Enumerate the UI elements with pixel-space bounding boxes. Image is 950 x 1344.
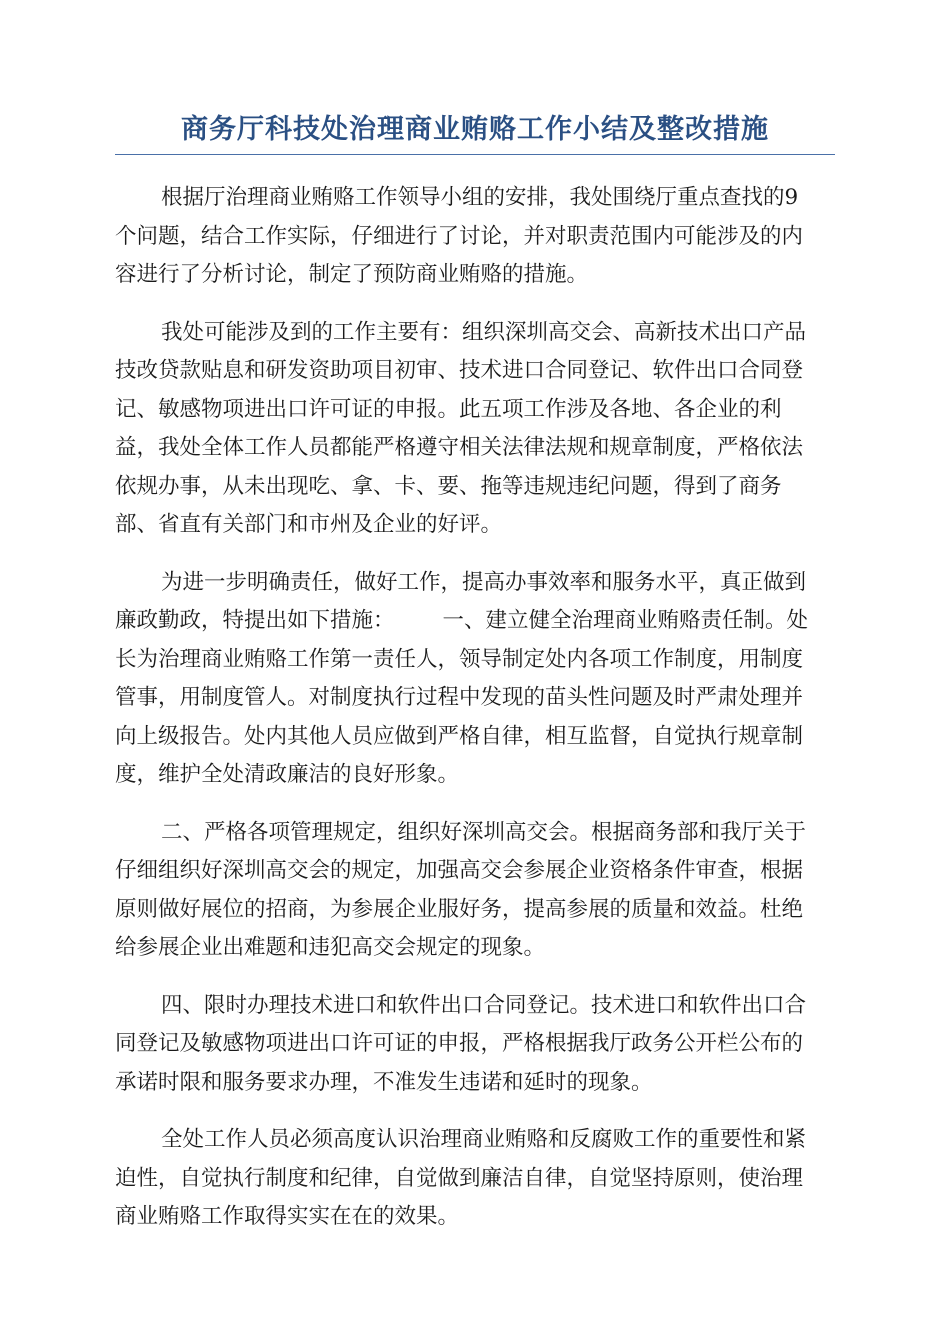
text-line: 管事，用制度管人。对制度执行过程中发现的苗头性问题及时严肃处理并 <box>115 685 804 710</box>
paragraph-5 <box>115 987 835 1103</box>
text-line: 同登记及敏感物项进出口许可证的申报，严格根据我厅政务公开栏公布的 <box>115 1031 804 1056</box>
text-line: 个问题，结合工作实际，仔细进行了讨论，并对职责范围内可能涉及的内 <box>115 223 804 249</box>
text-line: 承诺时限和服务要求办理，不准发生违诺和延时的现象。 <box>115 1069 653 1095</box>
text-line: 给参展企业出难题和违犯高交会规定的现象。 <box>115 935 546 960</box>
title-underline <box>115 154 835 155</box>
document-page <box>115 108 835 1256</box>
text-line: 我处可能涉及到的工作主要有：组织深圳高交会、高新技术出口产品 <box>161 319 807 345</box>
text-line: 长为治理商业贿赂工作第一责任人，领导制定处内各项工作制度，用制度 <box>115 646 804 672</box>
text-line: 根据厅治理商业贿赂工作领导小组的安排，我处围绕厅重点查找的9 <box>161 185 799 210</box>
text-line: 原则做好展位的招商，为参展企业服好务，提高参展的质量和效益。杜绝 <box>115 896 804 922</box>
paragraph-3 <box>115 564 835 795</box>
text-line: 商业贿赂工作取得实实在在的效果。 <box>115 1204 460 1229</box>
text-line: 四、限时办理技术进口和软件出口合同登记。技术进口和软件出口合 <box>161 992 807 1018</box>
paragraph-1 <box>115 179 835 295</box>
text-line: 度，维护全处清政廉洁的良好形象。 <box>115 762 460 787</box>
inline-continuation: 一、建立健全治理商业贿赂责任制。处 <box>442 608 809 633</box>
text-line: 记、敏感物项进出口许可证的申报。此五项工作涉及各地、各企业的利 <box>115 396 782 422</box>
paragraph-2 <box>115 314 835 545</box>
text-line: 技改贷款贴息和研发资助项目初审、技术进口合同登记、软件出口合同登 <box>115 358 804 383</box>
text-line: 为进一步明确责任，做好工作，提高办事效率和服务水平，真正做到 <box>161 569 807 595</box>
text-line: 向上级报告。处内其他人员应做到严格自律，相互监督，自觉执行规章制 <box>115 723 804 749</box>
paragraph-6 <box>115 1121 835 1237</box>
document-body <box>115 179 835 1237</box>
text-line: 部、省直有关部门和市州及企业的好评。 <box>115 512 503 537</box>
text-line: 廉政勤政，特提出如下措施： 一、建立健全治理商业贿赂责任制。处 <box>115 608 809 633</box>
document-title: 商务厅科技处治理商业贿赂工作小结及整改措施 <box>181 114 769 145</box>
text-line: 二、严格各项管理规定，组织好深圳高交会。根据商务部和我厅关于 <box>161 819 807 845</box>
text-line: 依规办事，从未出现吃、拿、卡、要、拖等违规违纪问题，得到了商务 <box>115 473 782 499</box>
paragraph-4 <box>115 814 835 968</box>
text-line: 益，我处全体工作人员都能严格遵守相关法律法规和规章制度，严格依法 <box>115 435 804 460</box>
text-line: 容进行了分析讨论，制定了预防商业贿赂的措施。 <box>115 262 589 287</box>
text-line: 迫性，自觉执行制度和纪律，自觉做到廉洁自律，自觉坚持原则，使治理 <box>115 1165 804 1191</box>
text-line: 全处工作人员必须高度认识治理商业贿赂和反腐败工作的重要性和紧 <box>161 1127 807 1152</box>
text-line: 仔细组织好深圳高交会的规定，加强高交会参展企业资格条件审查，根据 <box>115 858 804 883</box>
